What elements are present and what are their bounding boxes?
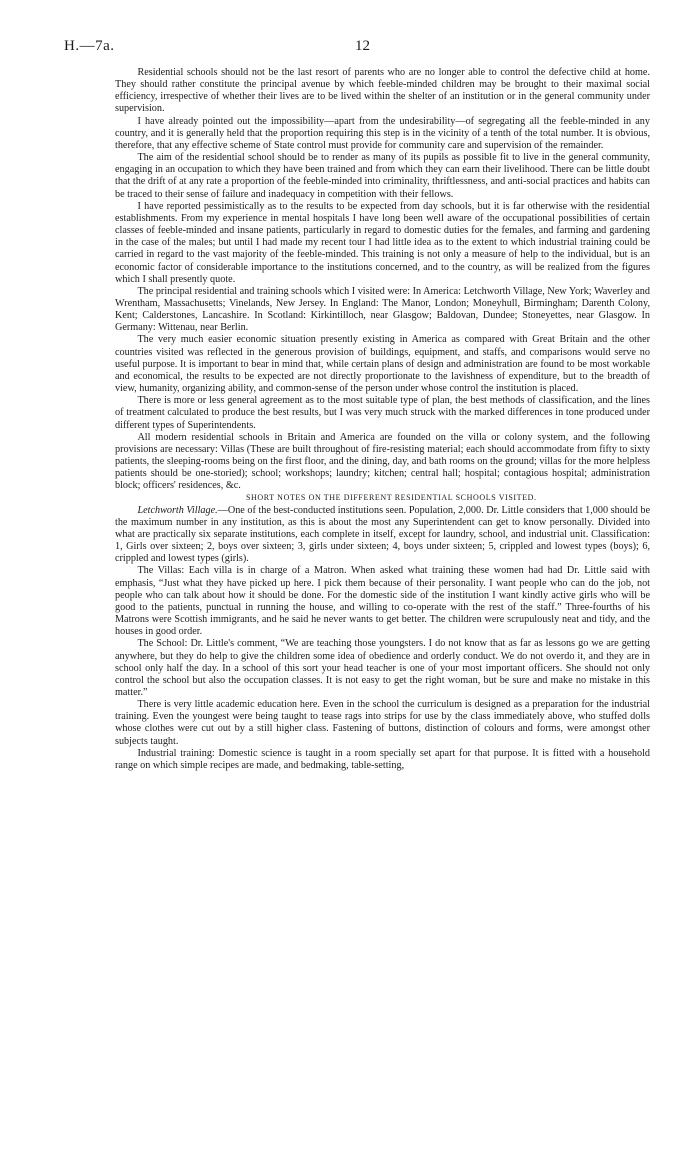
paragraph: There is more or less general agreement as to the most suitable type of plan, the best methods of classification, and the lines of treatment calculated to produce the best results, but I was very much struck with the marked differences in tone produced under different types of Superintendents. xyxy=(115,395,650,431)
paragraph-text: —One of the best-conducted institutions seen. Population, 2,000. Dr. Little considers that 1,000 should be the maximum number in any institution, as this is about the most any Superintendent can get to know personally. Divided into what are practically six separate institutions, each complete in itself, except for laundry, school, and industrial unit. Classification: 1, Girls over sixteen; 2, boys over sixteen; 3, girls under sixteen; 4, boys under sixteen; 5, crippled and lowest types (boys); 6, crippled and lowest types (girls). xyxy=(115,504,650,565)
paragraph: The School: Dr. Little's comment, “We are teaching those youngsters. I do not know that as far as lessons go we are getting anywhere, but they do help to give the children some idea of obedience and orderly conduct. We do not overdo it, and they are in school only half the day. In a school of this sort your head teacher is one of your most important officers. She should not only control the school but also the occupation classes. It is not easy to get the right woman, but be sure and make no mistake in this matter.” xyxy=(115,638,650,698)
paragraph: The principal residential and training schools which I visited were: In America: Letchworth Village, New York; Waverley and Wrentham, Massachusetts; Vinelands, New Jersey. In England: The Manor, London; Moneyhull, Birmingham; Darenth Colony, Kent; Calderstones, Lancashire. In Scotland: Kirkintilloch, near Glasgow; Baldovan, Dundee; Stoneyettes, near Glasgow. In Germany: Wittenau, near Berlin. xyxy=(115,285,650,334)
page-number: 12 xyxy=(355,38,370,54)
paragraph: The Villas: Each villa is in charge of a Matron. When asked what training these women had had Dr. Little said with emphasis, “Just what they have picked up here. I pick them because of their personality. I want people who can do the job, not people who can talk about how it should be done. For the domestic side of the institution I want kindly active girls who will be good to the patients, punctual in running the house, and willing to co-operate with the rest of the staff.” Three-fourths of his Matrons were Scottish immigrants, and he said he never wants to get better. The children were scrupulously neat and tidy, and the houses in good order. xyxy=(115,565,650,638)
report-reference: H.—7a. xyxy=(64,38,115,54)
paragraph: Residential schools should not be the last resort of parents who are no longer able to control the defective child at home. They should rather constitute the principal avenue by which feeble-minded children may be brought to their maximal social efficiency, irrespective of whether their lives are to be lived within the shelter of an institution or in the general community under supervision. xyxy=(115,67,650,115)
paragraph: I have reported pessimistically as to the results to be expected from day schools, but it is far otherwise with the residential establishments. From my experience in mental hospitals I have long been well aware of the occupational possibilities of certain classes of feeble-minded and insane patients, particularly in regard to domestic duties for the females, and farming and gardening in the case of the males; but until I had made my recent tour I had little idea as to the extent to which industrial training could be carried in regard to the vast majority of the feeble-minded. This training is not only a measure of help to the individual, but is an economic factor of considerable importance to the institutions concerned, and to the country, as will be realized from the figures which I shall presently quote. xyxy=(115,200,650,285)
paragraph: There is very little academic education here. Even in the school the curriculum is designed as a preparation for the industrial training. Even the youngest were being taught to tease rags into strips for use by the class immediately above, who stuffed dolls whose clothes were cut out by a still higher class. Fastening of buttons, distinction of colours and forms, were amongst other subjects taught. xyxy=(115,699,650,747)
body-text xyxy=(115,67,650,772)
paragraph xyxy=(115,505,650,566)
paragraph: Industrial training: Domestic science is taught in a room specially set apart for that purpose. It is fitted with a household range on which simple recipes are made, and bedmaking, table-setting, xyxy=(115,747,650,771)
paragraph: The very much easier economic situation presently existing in America as compared with Great Britain and the other countries visited was reflected in the generous provision of buildings, equipment, and staffs, and comparisons would serve no useful purpose. It is important to bear in mind that, while certain plans of design and administration are found to be most workable and economical, the results to be expected are not directly proportionate to the lavishness of expenditure, but to the breadth of view, humanity, organizing ability, and common-sense of the person under whose control the institution is placed. xyxy=(115,334,650,395)
paragraph: I have already pointed out the impossibility—apart from the undesirability—of segregating all the feeble-minded in any country, and it is generally held that the proportion requiring this step is in the vicinity of a tenth of the total number. It is obvious, therefore, that any effective scheme of State control must provide for community care and supervision of the remainder. xyxy=(115,115,650,151)
runin-title: Letchworth Village. xyxy=(137,504,218,516)
paragraph: All modern residential schools in Britain and America are founded on the villa or colony system, and the following provisions are necessary: Villas (These are built throughout of fire-resisting material; each should accommodate from fifty to sixty patients, the sleeping-rooms being on the first floor, and the dining, day, and bath rooms on the ground; villas for the more helpless patients should be one-storied); school; workshops; laundry; kitchen; central hall; hospital; contagious hospital; administration block; officers' residences, &c. xyxy=(115,431,650,492)
section-heading: SHORT NOTES ON THE DIFFERENT RESIDENTIAL SCHOOLS VISITED. xyxy=(245,493,537,503)
paragraph: The aim of the residential school should be to render as many of its pupils as possible fit to live in the general community, engaging in an occupation to which they have been trained and from which they can earn their livelihood. There can be little doubt that the drift of at any rate a proportion of the feeble-minded into criminality, thriftlessness, and anti-social practices and habits can be traced to their sense of failure and inadequacy in competition with their fellows. xyxy=(115,152,650,200)
